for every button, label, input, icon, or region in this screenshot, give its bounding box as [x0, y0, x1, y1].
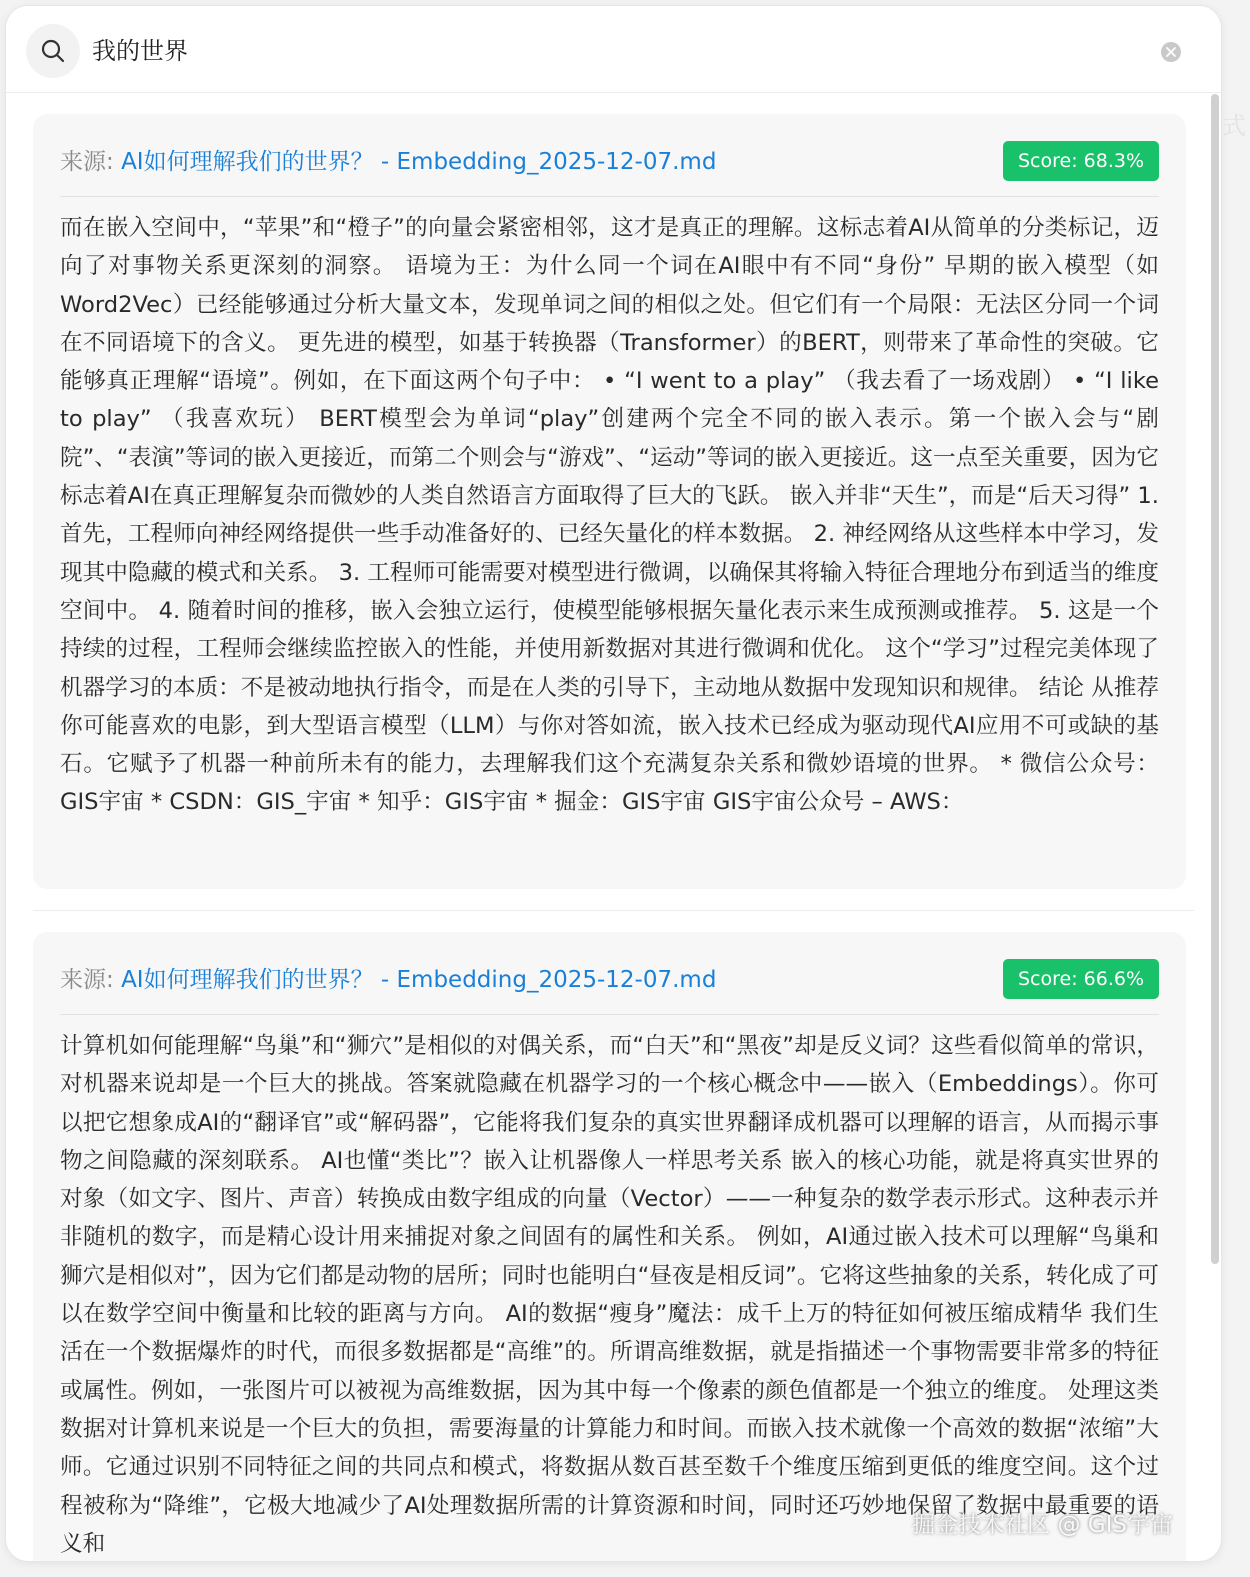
- source-label: 来源:: [60, 149, 122, 175]
- background-text: 式: [1222, 112, 1246, 140]
- result-source: [60, 964, 716, 996]
- scrollbar[interactable]: [1211, 94, 1219, 1264]
- score-badge: Score: 68.3%: [1003, 141, 1159, 181]
- result-header: [60, 952, 1159, 1015]
- search-bar: [6, 6, 1221, 93]
- watermark: 掘金技术社区 @ GIS宇宙: [912, 1512, 1173, 1538]
- source-link[interactable]: AI如何理解我们的世界？ - Embedding_2025-12-07.md: [121, 149, 717, 175]
- search-icon[interactable]: [26, 24, 80, 78]
- result-source: [60, 146, 716, 178]
- search-window: [6, 6, 1221, 1561]
- source-label: 来源:: [60, 967, 122, 993]
- result-divider: [33, 910, 1194, 911]
- result-header: [60, 134, 1159, 197]
- result-card: [33, 114, 1186, 889]
- result-content: 计算机如何能理解“鸟巢”和“狮穴”是相似的对偶关系，而“白天”和“黑夜”却是反义词？这些看似简单的常识，对机器来说却是一个巨大的挑战。答案就隐藏在机器学习的一个核心概念中——嵌入（Embeddings）。你可以把它想象成AI的“翻译官”或“解码器”，它能将我们复杂的真实世界翻译成机器可以理解的语言，从而揭示事物之间隐藏的深刻联系。 AI也懂“类比”？嵌入让机器像人一样思考关系 嵌入的核心功能，就是将真实世界的对象（如文字、图片、声音）转换成由数字组成的向量（Vector）——一种复杂的数学表示形式。这种表示并非随机的数字，而是精心设计用来捕捉对象之间固有的属性和关系。 例如，AI通过嵌入技术可以理解“鸟巢和狮穴是相似对”，因为它们都是动物的居所；同时也能明白“昼夜是相反词”。它将这些抽象的关系，转化成了可以在数学空间中衡量和比较的距离与方向。 AI的数据“瘦身”魔法：成千上万的特征如何被压缩成精华 我们生活在一个数据爆炸的时代，而很多数据都是“高维”的。所谓高维数据，就是指描述一个事物需要非常多的特征或属性。例如，一张图片可以被视为高维数据，因为其中每一个像素的颜色值都是一个独立的维度。 处理这类数据对计算机来说是一个巨大的负担，需要海量的计算能力和时间。而嵌入技术就像一个高效的数据“浓缩”大师。它通过识别不同特征之间的共同点和模式，将数据从数百甚至数千个维度压缩到更低的维度空间。这个过程被称为“降维”，它极大地减少了AI处理数据所需的计算资源和时间，同时还巧妙地保留了数据中最重要的语义和: [60, 1033, 1159, 1557]
- results-list[interactable]: [6, 92, 1221, 1561]
- search-input[interactable]: 我的世界: [92, 37, 188, 65]
- result-card: [33, 932, 1186, 1561]
- clear-icon[interactable]: [1161, 42, 1181, 62]
- source-link[interactable]: AI如何理解我们的世界？ - Embedding_2025-12-07.md: [121, 967, 717, 993]
- score-badge: Score: 66.6%: [1003, 959, 1159, 999]
- result-content: 而在嵌入空间中，“苹果”和“橙子”的向量会紧密相邻，这才是真正的理解。这标志着AI从简单的分类标记，迈向了对事物关系更深刻的洞察。 语境为王：为什么同一个词在AI眼中有不同“身份” 早期的嵌入模型（如Word2Vec）已经能够通过分析大量文本，发现单词之间的相似之处。但它们有一个局限：无法区分同一个词在不同语境下的含义。 更先进的模型，如基于转换器（Transformer）的BERT，则带来了革命性的突破。它能够真正理解“语境”。例如，在下面这两个句子中： • “I went to a play” （我去看了一场戏剧） • “I like to play” （我喜欢玩） BERT模型会为单词“play”创建两个完全不同的嵌入表示。第一个嵌入会与“剧院”、“表演”等词的嵌入更接近，而第二个则会与“游戏”、“运动”等词的嵌入更接近。这一点至关重要，因为它标志着AI在真正理解复杂而微妙的人类自然语言方面取得了巨大的飞跃。 嵌入并非“天生”，而是“后天习得” 1. 首先，工程师向神经网络提供一些手动准备好的、已经矢量化的样本数据。 2. 神经网络从这些样本中学习，发现其中隐藏的模式和关系。 3. 工程师可能需要对模型进行微调，以确保其将输入特征合理地分布到适当的维度空间中。 4. 随着时间的推移，嵌入会独立运行，使模型能够根据矢量化表示来生成预测或推荐。 5. 这是一个持续的过程，工程师会继续监控嵌入的性能，并使用新数据对其进行微调和优化。 这个“学习”过程完美体现了机器学习的本质：不是被动地执行指令，而是在人类的引导下，主动地从数据中发现知识和规律。 结论 从推荐你可能喜欢的电影，到大型语言模型（LLM）与你对答如流，嵌入技术已经成为驱动现代AI应用不可或缺的基石。它赋予了机器一种前所未有的能力，去理解我们这个充满复杂关系和微妙语境的世界。 * 微信公众号：GIS宇宙 * CSDN：GIS_宇宙 * 知乎：GIS宇宙 * 掘金：GIS宇宙 GIS宇宙公众号 – AWS：: [60, 215, 1159, 816]
